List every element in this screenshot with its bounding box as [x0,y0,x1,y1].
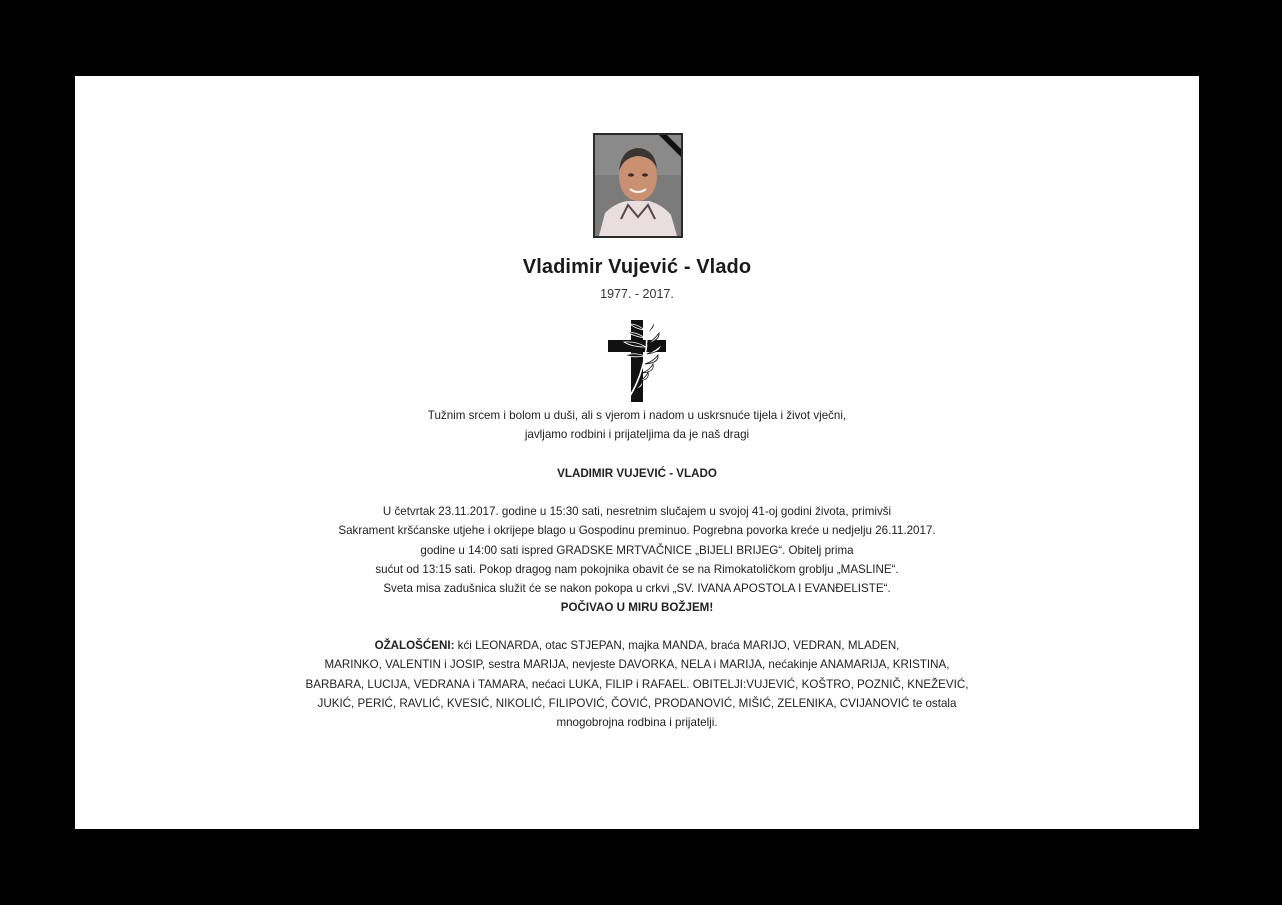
portrait-photo [593,133,683,238]
intro-line: javljamo rodbini i prijateljima da je naš dragi [524,428,750,442]
life-years: 1977. - 2017. [600,287,674,301]
details-line: sućut od 13:15 sati. Pokop dragog nam pokojnika obavit će se na Rimokatoličkom groblju „MASLINE“. [375,562,899,576]
mourners-line [287,636,987,655]
mourners-line: JUKIĆ, PERIĆ, RAVLIĆ, KVESIĆ, NIKOLIĆ, FILIPOVIĆ, ČOVIĆ, PRODANOVIĆ, MIŠIĆ, ZELENIKA, CVIJANOVIĆ te ostala [317,696,957,710]
details-line: U četvrtak 23.11.2017. godine u 15:30 sati, nesretnim slučajem u svojoj 41-oj godini života, primivši [382,505,892,518]
mourners-first-line: kći LEONARDA, otac STJEPAN, majka MANDA, braća MARIJO, VEDRAN, MLADEN, [454,639,900,652]
deceased-name: Vladimir Vujević - Vlado [522,256,752,278]
funeral-details [287,502,987,618]
intro-text [287,406,987,445]
mourners-line: mnogobrojna rodbina i prijatelji. [556,716,718,730]
announced-name: VLADIMIR VUJEVIĆ - VLADO [557,467,717,480]
rest-in-peace: POČIVAO U MIRU BOŽJEM! [560,601,714,615]
cross-with-palm-branch-icon [608,320,668,402]
mourners-label: OŽALOŠĆENI: [374,639,455,652]
mourners-list [287,636,987,732]
details-line: Sveta misa zadušnica služit će se nakon pokopa u crkvi „SV. IVANA APOSTOLA I EVANĐELISTE“. [383,582,891,596]
mourners-line: MARINKO, VALENTIN i JOSIP, sestra MARIJA, nevjeste DAVORKA, NELA i MARIJA, nećakinje ANAMARIJA, KRISTINA, [324,658,950,672]
details-line: godine u 14:00 sati ispred GRADSKE MRTVAČNICE „BIJELI BRIJEG“. Obitelj prima [420,543,854,557]
details-line: Sakrament kršćanske utjehe i okrijepe blago u Gospodinu preminuo. Pogrebna povorka kreće u nedjelju 26.11.2017. [338,524,936,538]
mourners-line: BARBARA, LUCIJA, VEDRANA i TAMARA, nećaci LUKA, FILIP i RAFAEL. OBITELJI:VUJEVIĆ, KOŠTRO, POZNIČ, KNEŽEVIĆ, [305,677,969,691]
intro-line: Tužnim srcem i bolom u duši, ali s vjerom i nadom u uskrsnuće tijela i život vječni, [427,409,847,422]
obituary-card [75,76,1199,829]
